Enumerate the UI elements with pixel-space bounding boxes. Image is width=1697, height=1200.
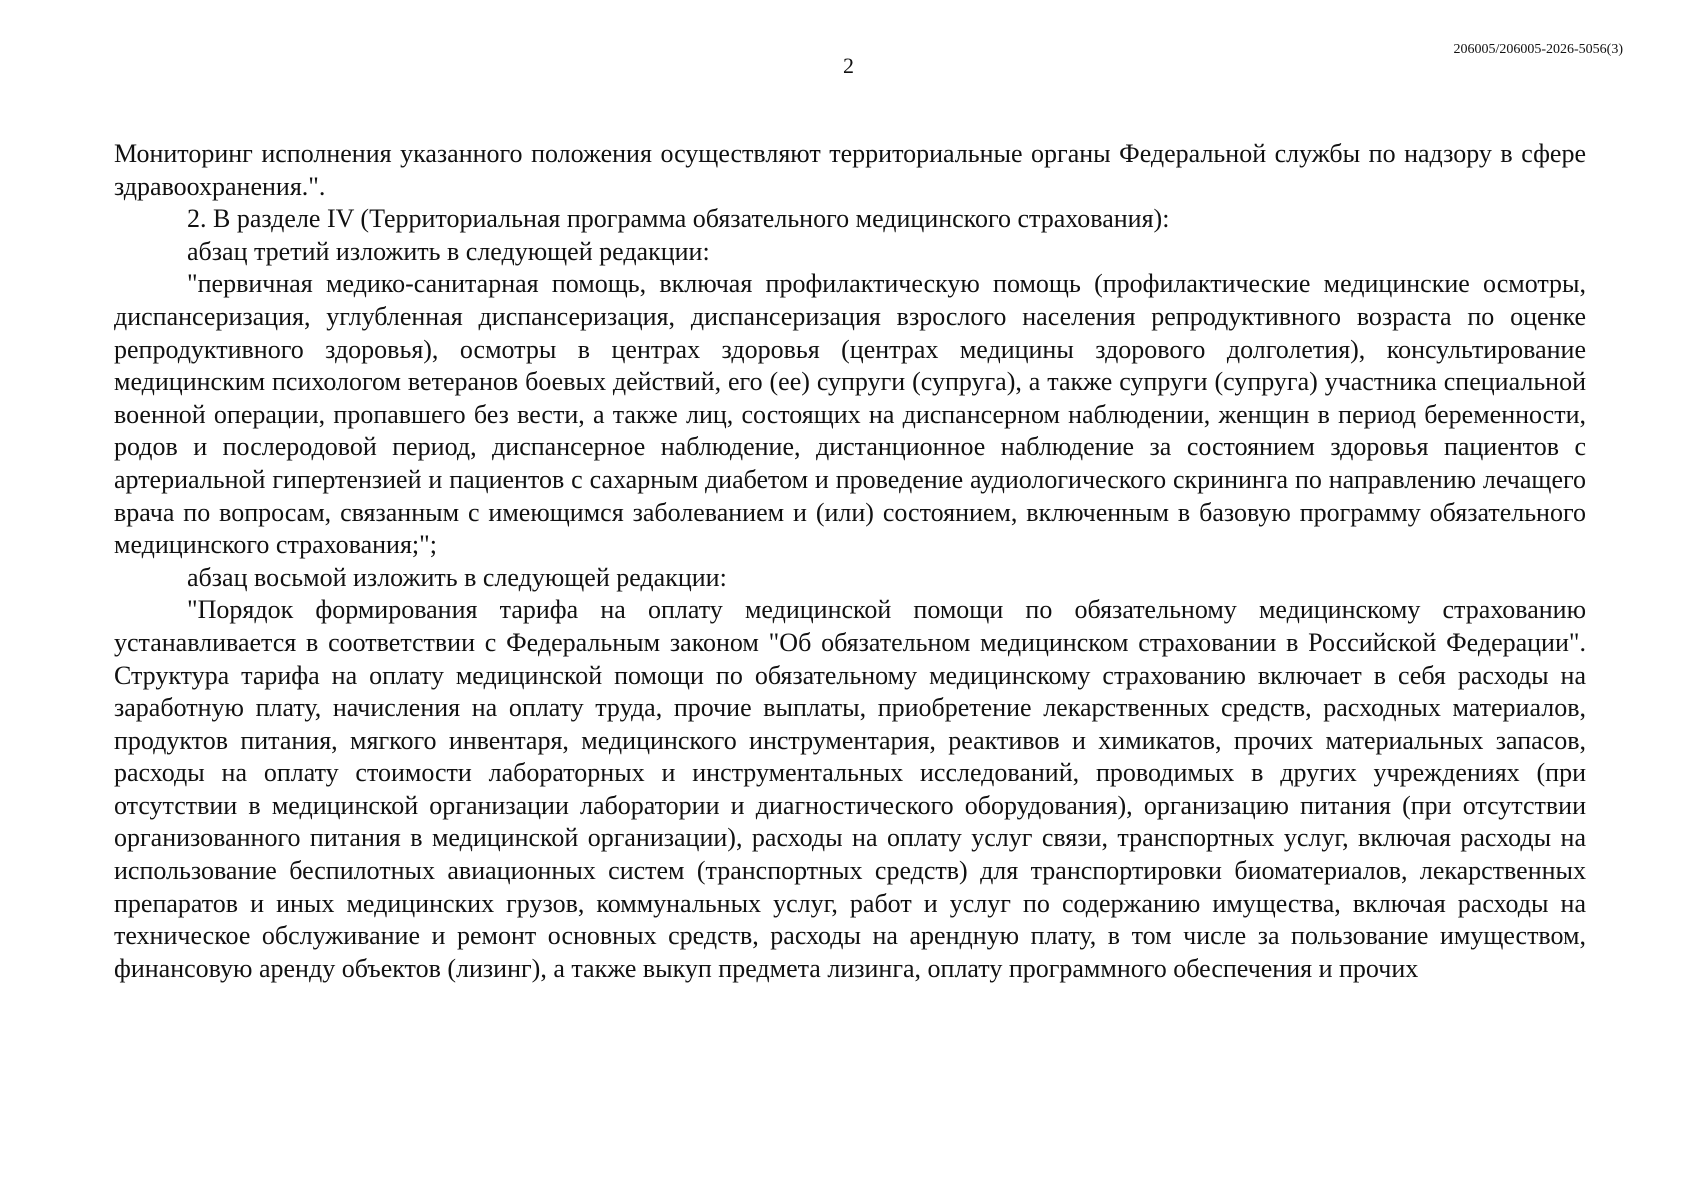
paragraph-section-iv-heading: 2. В разделе IV (Территориальная программа обязательного медицинского страхования): (187, 204, 1170, 234)
paragraph-primary-care-text: "первичная медико-санитарная помощь, включая профилактическую помощь (профилактические медицинские осмотры, диспансеризация, углубленная диспансеризация, диспансеризация взрослого населения репродуктивного возраста по оценке репродуктивного здоровья), осмотры в центрах здоровья (центрах медицины здорового долголетия), консультирование медицинским психологом ветеранов боевых действий, его (ее) супруги (супруга), а также супруги (супруга) участника специальной военной операции, пропавшего без вести, а также лиц, состоящих на диспансерном наблюдении, женщин в период беременности, родов и послеродовой период, диспансерное наблюдение, дистанционное наблюдение за состоянием здоровья пациентов с артериальной гипертензией и пациентов с сахарным диабетом и проведение аудиологического скрининга по направлению лечащего врача по вопросам, связанным с имеющимся заболеванием и (или) состоянием, включенным в базовую программу обязательного медицинского страхования;"; (114, 269, 1586, 560)
paragraph-eighth-intro: абзац восьмой изложить в следующей редакции: (187, 562, 727, 592)
paragraph-monitoring-continuation: Мониторинг исполнения указанного положения осуществляют территориальные органы Федеральной службы по надзору в сфере здравоохранения.". (114, 139, 1586, 201)
paragraph-tariff-text: "Порядок формирования тарифа на оплату медицинской помощи по обязательному медицинскому страхованию устанавливается в соответствии с Федеральным законом "Об обязательном медицинском страховании в Российской Федерации". Структура тарифа на оплату медицинской помощи по обязательному медицинскому страхованию включает в себя расходы на заработную плату, начисления на оплату труда, прочие выплаты, приобретение лекарственных средств, расходных материалов, продуктов питания, мягкого инвентаря, медицинского инструментария, реактивов и химикатов, прочих материальных запасов, расходы на оплату стоимости лабораторных и инструментальных исследований, проводимых в других учреждениях (при отсутствии в медицинской организации лаборатории и диагностического оборудования), организацию питания (при отсутствии организованного питания в медицинской организации), расходы на оплату услуг связи, транспортных услуг, включая расходы на использование беспилотных авиационных систем (транспортных средств) для транспортировки биоматериалов, лекарственных препаратов и иных медицинских грузов, коммунальных услуг, работ и услуг по содержанию имущества, включая расходы на техническое обслуживание и ремонт основных средств, расходы на арендную плату, в том числе за пользование имуществом, финансовую аренду объектов (лизинг), а также выкуп предмета лизинга, оплату программного обеспечения и прочих (114, 595, 1586, 983)
page-number: 2 (843, 53, 854, 78)
document-code: 206005/206005-2026-5056(3) (1453, 42, 1623, 57)
document-body (114, 138, 1586, 985)
paragraph-third-intro: абзац третий изложить в следующей редакции: (187, 236, 710, 266)
